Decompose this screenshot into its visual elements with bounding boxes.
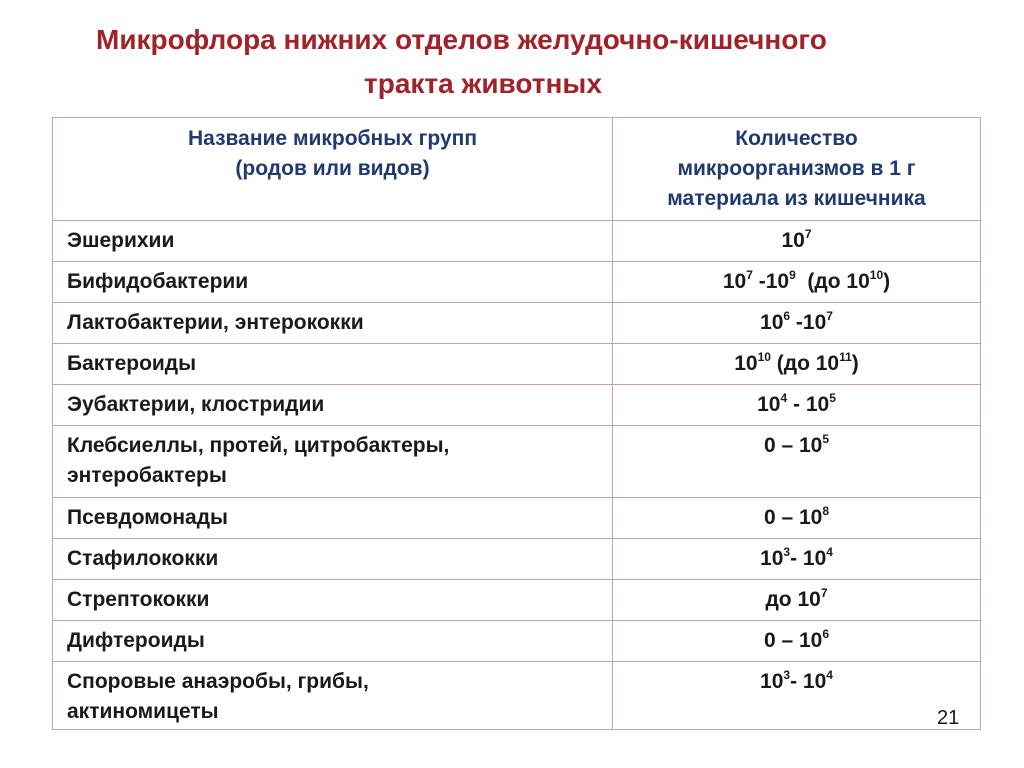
count-text: ) — [851, 352, 859, 375]
count-text: - 10 — [790, 670, 827, 693]
count-text: до 10 — [765, 588, 821, 611]
count-exponent: 6 — [783, 309, 791, 323]
page-number: 21 — [937, 707, 960, 729]
count-exponent: 6 — [822, 627, 830, 641]
microbe-group-cell — [53, 580, 613, 621]
title-line-2: тракта животных — [364, 68, 602, 99]
count-text: 10 — [760, 547, 784, 570]
count-exponent: 5 — [829, 391, 836, 405]
count-text: 10 — [760, 311, 784, 334]
microbe-count-cell — [613, 303, 981, 344]
title-line-1: Микрофлора нижних отделов желудочно-кишечного — [96, 24, 827, 55]
microbe-count-cell — [613, 539, 981, 580]
header-line: Количество — [735, 127, 858, 150]
microbe-group-name: Споровые анаэробы, грибы, — [67, 670, 369, 693]
header-line: материала из кишечника — [667, 187, 926, 210]
microbe-group-cell — [53, 539, 613, 580]
microbe-group-cell — [53, 385, 613, 426]
microbe-count-cell — [613, 221, 981, 262]
count-exponent: 7 — [746, 268, 753, 282]
microbe-count-cell — [613, 662, 981, 730]
microbe-group-cell — [53, 344, 613, 385]
table-row — [53, 498, 981, 539]
microbe-count-cell — [613, 262, 981, 303]
microbe-count-cell — [613, 426, 981, 498]
count-text: 10 — [734, 352, 758, 375]
slide-title — [0, 0, 1024, 110]
count-exponent: 7 — [826, 309, 833, 323]
count-text: 10 — [760, 670, 784, 693]
microbe-count-cell — [613, 344, 981, 385]
count-text: 0 – 10 — [763, 434, 823, 457]
count-text: ) — [883, 270, 891, 293]
count-text: 10 — [781, 229, 805, 252]
header-quantity — [613, 118, 981, 221]
table-row — [53, 539, 981, 580]
count-text: -10 — [752, 270, 790, 293]
count-text: 10 — [757, 393, 781, 416]
microbe-group-name: энтеробактеры — [67, 464, 227, 487]
header-microbe-groups — [53, 118, 613, 221]
table-row — [53, 262, 981, 303]
microbe-count-cell — [613, 385, 981, 426]
count-exponent: 7 — [820, 586, 828, 600]
header-line: Название микробных групп — [187, 127, 478, 150]
count-exponent: 10 — [757, 350, 771, 364]
microbe-count-cell — [613, 580, 981, 621]
microbe-group-cell — [53, 662, 613, 730]
microbe-group-name: Эшерихии — [67, 229, 175, 252]
count-exponent: 8 — [822, 504, 830, 518]
table-body — [53, 221, 981, 730]
table-row — [53, 385, 981, 426]
microbe-count-cell — [613, 621, 981, 662]
count-text: - 10 — [790, 547, 827, 570]
microbe-group-name: Стафилококки — [67, 547, 219, 570]
count-exponent: 3 — [783, 668, 791, 682]
table-row — [53, 621, 981, 662]
count-text: 0 – 10 — [763, 629, 823, 652]
count-exponent: 4 — [780, 391, 788, 405]
microbe-group-name: Эубактерии, клостридии — [67, 393, 325, 416]
count-text: (до 10 — [795, 270, 870, 293]
count-text: - 10 — [787, 393, 830, 416]
microbe-group-cell — [53, 621, 613, 662]
count-exponent: 3 — [783, 545, 791, 559]
count-exponent: 11 — [839, 350, 852, 364]
microbe-group-cell — [53, 426, 613, 498]
count-exponent: 4 — [826, 668, 833, 682]
count-exponent: 4 — [826, 545, 833, 559]
table-row — [53, 426, 981, 498]
table-row — [53, 344, 981, 385]
microbe-group-name: Клебсиеллы, протей, цитробактеры, — [67, 434, 450, 457]
microbe-group-name: Дифтероиды — [67, 629, 205, 652]
count-exponent: 5 — [822, 432, 830, 446]
header-line: (родов или видов) — [235, 157, 430, 180]
microflora-table — [52, 117, 981, 730]
count-exponent: 9 — [789, 268, 796, 282]
table-header-row — [53, 118, 981, 221]
table-row — [53, 662, 981, 730]
table-row — [53, 303, 981, 344]
table-row — [53, 221, 981, 262]
count-exponent: 10 — [869, 268, 884, 282]
microbe-group-cell — [53, 303, 613, 344]
microbe-group-cell — [53, 262, 613, 303]
microbe-group-name: актиномицеты — [67, 700, 219, 723]
count-text: 10 — [722, 270, 747, 293]
microbe-group-name: Псевдомонады — [67, 506, 228, 529]
microbe-group-cell — [53, 498, 613, 539]
microbe-group-name: Лактобактерии, энтерококки — [67, 311, 364, 334]
count-text: -10 — [790, 311, 827, 334]
microbe-group-cell — [53, 221, 613, 262]
header-line: микроорганизмов в 1 г — [677, 157, 916, 180]
microbe-count-cell — [613, 498, 981, 539]
microbe-group-name: Бифидобактерии — [67, 270, 249, 293]
count-exponent: 7 — [804, 227, 812, 241]
count-text: 0 – 10 — [763, 506, 823, 529]
count-text: (до 10 — [770, 352, 840, 375]
table-row — [53, 580, 981, 621]
microbe-group-name: Бактероиды — [67, 352, 197, 375]
microbe-group-name: Стрептококки — [67, 588, 210, 611]
